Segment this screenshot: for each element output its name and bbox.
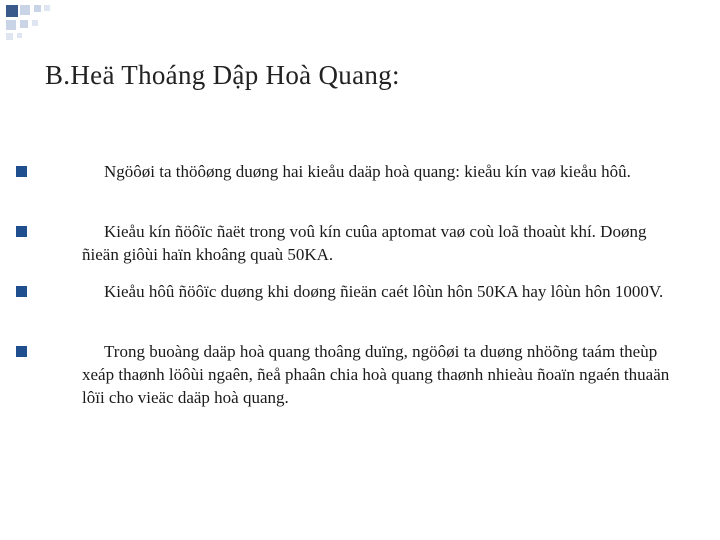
corner-squares-decoration	[0, 0, 70, 48]
bullet-text: Kieåu kín ñöôïc ñaët trong voû kín cuûa aptomat vaø coù loã thoaùt khí. Doøng ñieän giôùi haïn khoâng quaù 50KA.	[82, 222, 647, 264]
deco-square	[44, 5, 50, 11]
deco-square	[6, 20, 16, 30]
deco-square	[34, 5, 41, 12]
deco-square	[6, 33, 13, 40]
square-bullet-icon	[16, 286, 27, 297]
deco-square	[6, 5, 18, 17]
deco-square	[20, 5, 30, 15]
square-bullet-icon	[16, 226, 27, 237]
square-bullet-icon	[16, 346, 27, 357]
bullet-text: Trong buoàng daäp hoà quang thoâng duïng, ngöôøi ta duøng nhöõng taám theùp xeáp thaønh löôùi ngaên, ñeå phaân chia hoà quang thaønh nhieàu ñoaïn ngaén thuaän lôïi cho vieäc daäp hoà quang.	[82, 342, 670, 407]
deco-square	[32, 20, 38, 26]
slide-title: B.Heä Thoáng Dập Hoà Quang:	[45, 60, 400, 90]
bullet-text: Ngöôøi ta thöôøng duøng hai kieåu daäp hoà quang: kieåu kín vaø kieåu hôû.	[104, 162, 631, 181]
square-bullet-icon	[16, 166, 27, 177]
deco-square	[17, 33, 22, 38]
deco-square	[20, 20, 28, 28]
bullet-text: Kieåu hôû ñöôïc duøng khi doøng ñieän caét lôùn hôn 50KA hay lôùn hôn 1000V.	[104, 282, 664, 301]
